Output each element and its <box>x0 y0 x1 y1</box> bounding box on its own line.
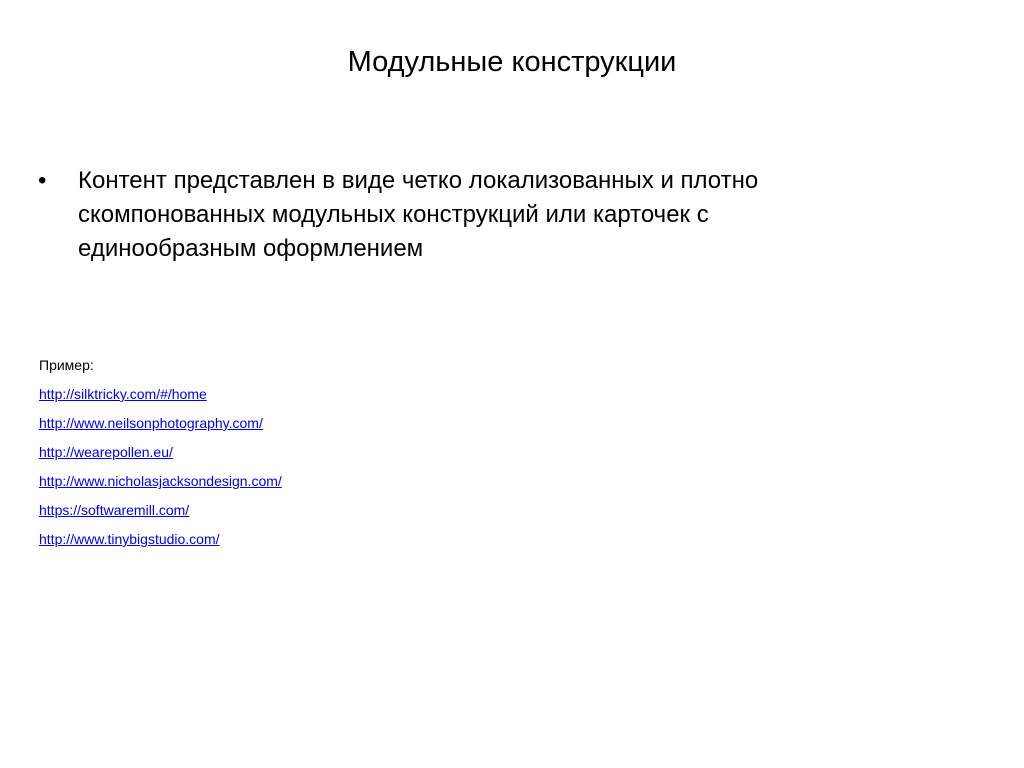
slide-title: Модульные конструкции <box>347 46 677 78</box>
link-neilsonphotography[interactable]: http://www.neilsonphotography.com/ <box>39 415 263 431</box>
link-softwaremill[interactable]: https://softwaremill.com/ <box>39 502 190 518</box>
bullet-text: Контент представлен в виде четко локализованных и плотно скомпонованных модульных конструкций или карточек с единообразным оформлением <box>78 167 759 262</box>
link-nicholasjacksondesign[interactable]: http://www.nicholasjacksondesign.com/ <box>39 473 282 489</box>
bullet-item <box>36 164 796 266</box>
examples-label: Пример: <box>39 357 94 373</box>
bullet-list <box>36 164 796 266</box>
examples-section <box>39 356 639 559</box>
link-tinybigstudio[interactable]: http://www.tinybigstudio.com/ <box>39 531 220 547</box>
bullet-icon: • <box>38 167 47 194</box>
link-silktricky[interactable]: http://silktricky.com/#/home <box>39 386 207 402</box>
link-wearepollen[interactable]: http://wearepollen.eu/ <box>39 444 173 460</box>
